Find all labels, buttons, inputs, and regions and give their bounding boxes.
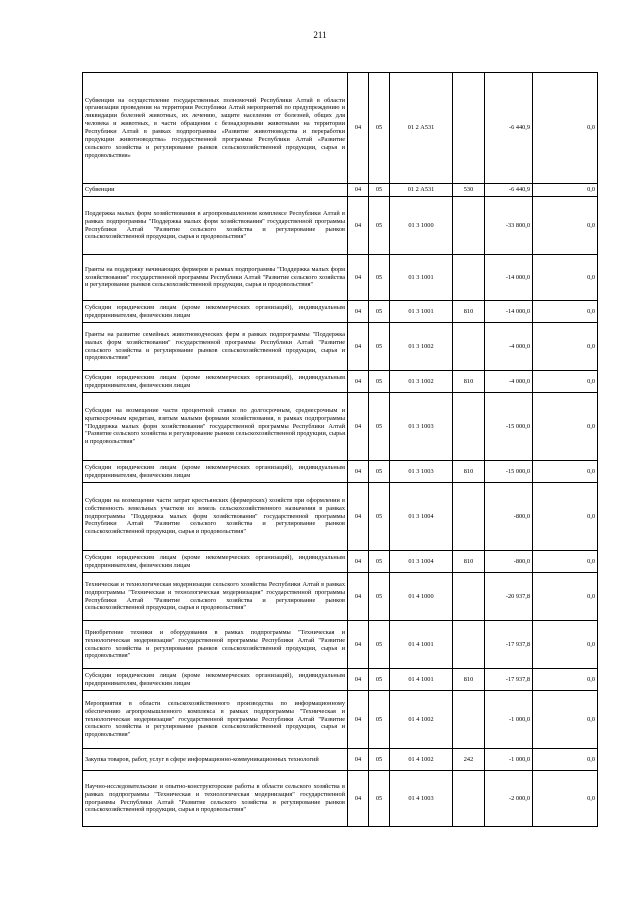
row-amount-cell: -6 440,9 xyxy=(485,73,533,184)
row-amount-cell: -17 937,8 xyxy=(485,669,533,691)
row-section-cell: 04 xyxy=(348,393,369,461)
row-subsection-cell: 05 xyxy=(369,749,390,771)
row-expense-type-cell xyxy=(453,691,485,749)
row-target-article-cell: 01 3 1002 xyxy=(390,323,453,371)
row-amount2-cell: 0,0 xyxy=(533,551,598,573)
row-target-article-cell: 01 3 1002 xyxy=(390,371,453,393)
row-expense-type-cell xyxy=(453,197,485,255)
table-row xyxy=(83,621,598,669)
row-section-cell: 04 xyxy=(348,197,369,255)
row-section-cell: 04 xyxy=(348,323,369,371)
row-amount2-cell: 0,0 xyxy=(533,483,598,551)
row-amount-cell: -15 000,0 xyxy=(485,393,533,461)
row-section-cell: 04 xyxy=(348,461,369,483)
row-subsection-cell: 05 xyxy=(369,371,390,393)
row-name-cell: Научно-исследовательские и опытно-конструкторские работы в области сельского хозяйства в рамках подпрограммы "Техническая и технологическая модернизация" государственной программы Республики Алтай "Развитие сельского хозяйства и регулирование рынков сельскохозяйственной продукции, сырья и продовольствия" xyxy=(83,771,348,827)
table-row xyxy=(83,301,598,323)
row-target-article-cell: 01 3 1003 xyxy=(390,461,453,483)
row-amount2-cell: 0,0 xyxy=(533,184,598,197)
row-name-cell: Мероприятия в области сельскохозяйственного производства по информационному обеспечению агропромышленного комплекса в рамках подпрограммы "Техническая и технологическая модернизация" государственной программы Республики Алтай "Развитие сельского хозяйства и регулирование рынков сельскохозяйственной продукции, сырья и продовольствия" xyxy=(83,691,348,749)
row-expense-type-cell: 810 xyxy=(453,371,485,393)
row-target-article-cell: 01 2 А531 xyxy=(390,184,453,197)
row-target-article-cell: 01 4 1001 xyxy=(390,669,453,691)
row-name-cell: Субсидии юридическим лицам (кроме некоммерческих организаций), индивидуальным предпринимателям, физическим лицам xyxy=(83,461,348,483)
table-row xyxy=(83,393,598,461)
row-target-article-cell: 01 2 А531 xyxy=(390,73,453,184)
row-expense-type-cell: 530 xyxy=(453,184,485,197)
table-row xyxy=(83,255,598,301)
row-amount-cell: -17 937,8 xyxy=(485,621,533,669)
row-amount2-cell: 0,0 xyxy=(533,669,598,691)
row-expense-type-cell: 810 xyxy=(453,551,485,573)
table-row xyxy=(83,73,598,184)
row-subsection-cell: 05 xyxy=(369,621,390,669)
row-subsection-cell: 05 xyxy=(369,573,390,621)
table-row xyxy=(83,184,598,197)
row-name-cell: Субвенция на осуществление государственных полномочий Республики Алтай в области организации проведения на территории Республики Алтай мероприятий по предупреждению и ликвидации болезней животных, их лечению, защите населения от болезней, общих для человека и животных, в части обращения с безнадзорными животными на территории Республики Алтай в рамках подпрограммы «Развитие животноводства и переработки продукции животноводства» государственной программы Республики Алтай «Развитие сельского хозяйства и регулирование рынков сельскохозяйственной продукции, сырья и продовольствия» xyxy=(83,73,348,184)
row-target-article-cell: 01 4 1003 xyxy=(390,771,453,827)
row-name-cell: Гранты на поддержку начинающих фермеров в рамках подпрограммы "Поддержка малых форм хозяйствования" государственной программы Республики Алтай "Развитие сельского хозяйства и регулирование рынков сельскохозяйственной продукции, сырья и продовольствия" xyxy=(83,255,348,301)
row-target-article-cell: 01 3 1001 xyxy=(390,255,453,301)
row-subsection-cell: 05 xyxy=(369,461,390,483)
row-name-cell: Субсидии на возмещение части затрат крестьянских (фермерских) хозяйств при оформлении в собственность земельных участков из земель сельскохозяйственного назначения в рамках подпрограммы "Поддержка малых форм хозяйствования" государственной программы Республики Алтай "Развитие сельского хозяйства и регулирование рынков сельскохозяйственной продукции, сырья и продовольствия" xyxy=(83,483,348,551)
row-expense-type-cell: 242 xyxy=(453,749,485,771)
row-name-cell: Субвенции xyxy=(83,184,348,197)
row-name-cell: Субсидии юридическим лицам (кроме некоммерческих организаций), индивидуальным предпринимателям, физическим лицам xyxy=(83,669,348,691)
row-subsection-cell: 05 xyxy=(369,301,390,323)
row-amount2-cell: 0,0 xyxy=(533,771,598,827)
table-row xyxy=(83,197,598,255)
row-amount-cell: -1 000,0 xyxy=(485,691,533,749)
row-amount2-cell: 0,0 xyxy=(533,255,598,301)
table-row xyxy=(83,749,598,771)
row-amount2-cell: 0,0 xyxy=(533,371,598,393)
page-number: 211 xyxy=(313,30,327,40)
row-section-cell: 04 xyxy=(348,771,369,827)
row-target-article-cell: 01 4 1002 xyxy=(390,691,453,749)
row-expense-type-cell xyxy=(453,483,485,551)
row-section-cell: 04 xyxy=(348,371,369,393)
row-expense-type-cell xyxy=(453,393,485,461)
row-subsection-cell: 05 xyxy=(369,255,390,301)
row-name-cell: Закупка товаров, работ, услуг в сфере информационно-коммуникационных технологий xyxy=(83,749,348,771)
row-expense-type-cell xyxy=(453,73,485,184)
row-expense-type-cell xyxy=(453,573,485,621)
row-amount2-cell: 0,0 xyxy=(533,323,598,371)
row-expense-type-cell xyxy=(453,323,485,371)
row-subsection-cell: 05 xyxy=(369,323,390,371)
table-row xyxy=(83,371,598,393)
row-amount2-cell: 0,0 xyxy=(533,301,598,323)
row-amount-cell: -20 937,8 xyxy=(485,573,533,621)
row-amount2-cell: 0,0 xyxy=(533,621,598,669)
budget-table xyxy=(82,72,598,827)
row-section-cell: 04 xyxy=(348,551,369,573)
row-section-cell: 04 xyxy=(348,573,369,621)
row-amount2-cell: 0,0 xyxy=(533,73,598,184)
row-subsection-cell: 05 xyxy=(369,73,390,184)
row-section-cell: 04 xyxy=(348,184,369,197)
row-section-cell: 04 xyxy=(348,483,369,551)
row-target-article-cell: 01 4 1001 xyxy=(390,621,453,669)
row-name-cell: Субсидии на возмещение части процентной ставки по долгосрочным, среднесрочным и краткосрочным кредитам, взятым малыми формами хозяйствования, в рамках подпрограммы "Поддержка малых форм хозяйствования" государственной программы Республики Алтай "Развитие сельского хозяйства и регулирование рынков сельскохозяйственной продукции, сырья и продовольствия" xyxy=(83,393,348,461)
row-amount2-cell: 0,0 xyxy=(533,393,598,461)
row-expense-type-cell: 810 xyxy=(453,669,485,691)
row-amount-cell: -800,0 xyxy=(485,551,533,573)
row-target-article-cell: 01 3 1004 xyxy=(390,551,453,573)
row-section-cell: 04 xyxy=(348,749,369,771)
row-expense-type-cell: 810 xyxy=(453,461,485,483)
table-row xyxy=(83,551,598,573)
row-amount2-cell: 0,0 xyxy=(533,573,598,621)
row-amount2-cell: 0,0 xyxy=(533,197,598,255)
table-row xyxy=(83,771,598,827)
budget-table-body xyxy=(83,73,598,827)
row-name-cell: Субсидии юридическим лицам (кроме некоммерческих организаций), индивидуальным предпринимателям, физическим лицам xyxy=(83,371,348,393)
row-expense-type-cell xyxy=(453,621,485,669)
row-amount-cell: -4 000,0 xyxy=(485,371,533,393)
row-subsection-cell: 05 xyxy=(369,691,390,749)
row-section-cell: 04 xyxy=(348,73,369,184)
row-expense-type-cell: 810 xyxy=(453,301,485,323)
row-subsection-cell: 05 xyxy=(369,197,390,255)
row-amount2-cell: 0,0 xyxy=(533,691,598,749)
row-target-article-cell: 01 4 1002 xyxy=(390,749,453,771)
row-name-cell: Техническая и технологическая модернизация сельского хозяйства Республики Алтай в рамках подпрограммы "Техническая и технологическая модернизация" государственной программы Республики Алтай "Развитие сельского хозяйства и регулирование рынков сельскохозяйственной продукции, сырья и продовольствия" xyxy=(83,573,348,621)
row-amount2-cell: 0,0 xyxy=(533,461,598,483)
row-subsection-cell: 05 xyxy=(369,771,390,827)
row-subsection-cell: 05 xyxy=(369,184,390,197)
table-row xyxy=(83,669,598,691)
row-subsection-cell: 05 xyxy=(369,551,390,573)
row-amount-cell: -6 440,9 xyxy=(485,184,533,197)
row-name-cell: Приобретение техники и оборудования в рамках подпрограммы "Техническая и технологическая модернизация" государственной программы Республики Алтай "Развитие сельского хозяйства и регулирование рынков сельскохозяйственной продукции, сырья и продовольствия" xyxy=(83,621,348,669)
row-amount-cell: -2 000,0 xyxy=(485,771,533,827)
row-name-cell: Поддержка малых форм хозяйствования в агропромышленном комплексе Республики Алтай в рамках подпрограммы "Поддержка малых форм хозяйствования" государственной программы Республики Алтай "Развитие сельского хозяйства и регулирование рынков сельскохозяйственной продукции, сырья и продовольствия" xyxy=(83,197,348,255)
row-expense-type-cell xyxy=(453,255,485,301)
table-row xyxy=(83,323,598,371)
row-amount-cell: -14 000,0 xyxy=(485,301,533,323)
row-name-cell: Гранты на развитие семейных животноводческих ферм в рамках подпрограммы "Поддержка малых форм хозяйствования" государственной программы Республики Алтай "Развитие сельского хозяйства и регулирование рынков сельскохозяйственной продукции, сырья и продовольствия" xyxy=(83,323,348,371)
row-name-cell: Субсидии юридическим лицам (кроме некоммерческих организаций), индивидуальным предпринимателям, физическим лицам xyxy=(83,551,348,573)
row-target-article-cell: 01 3 1003 xyxy=(390,393,453,461)
row-target-article-cell: 01 3 1001 xyxy=(390,301,453,323)
row-section-cell: 04 xyxy=(348,301,369,323)
row-amount-cell: -4 000,0 xyxy=(485,323,533,371)
row-amount2-cell: 0,0 xyxy=(533,749,598,771)
table-row xyxy=(83,691,598,749)
row-target-article-cell: 01 3 1004 xyxy=(390,483,453,551)
row-section-cell: 04 xyxy=(348,691,369,749)
row-section-cell: 04 xyxy=(348,255,369,301)
row-section-cell: 04 xyxy=(348,621,369,669)
table-row xyxy=(83,573,598,621)
row-subsection-cell: 05 xyxy=(369,483,390,551)
row-section-cell: 04 xyxy=(348,669,369,691)
row-name-cell: Субсидии юридическим лицам (кроме некоммерческих организаций), индивидуальным предпринимателям, физическим лицам xyxy=(83,301,348,323)
row-subsection-cell: 05 xyxy=(369,393,390,461)
row-amount-cell: -800,0 xyxy=(485,483,533,551)
row-amount-cell: -15 000,0 xyxy=(485,461,533,483)
row-amount-cell: -14 000,0 xyxy=(485,255,533,301)
row-target-article-cell: 01 4 1000 xyxy=(390,573,453,621)
row-subsection-cell: 05 xyxy=(369,669,390,691)
row-amount-cell: -33 800,0 xyxy=(485,197,533,255)
row-target-article-cell: 01 3 1000 xyxy=(390,197,453,255)
row-expense-type-cell xyxy=(453,771,485,827)
table-row xyxy=(83,483,598,551)
table-row xyxy=(83,461,598,483)
row-amount-cell: -1 000,0 xyxy=(485,749,533,771)
